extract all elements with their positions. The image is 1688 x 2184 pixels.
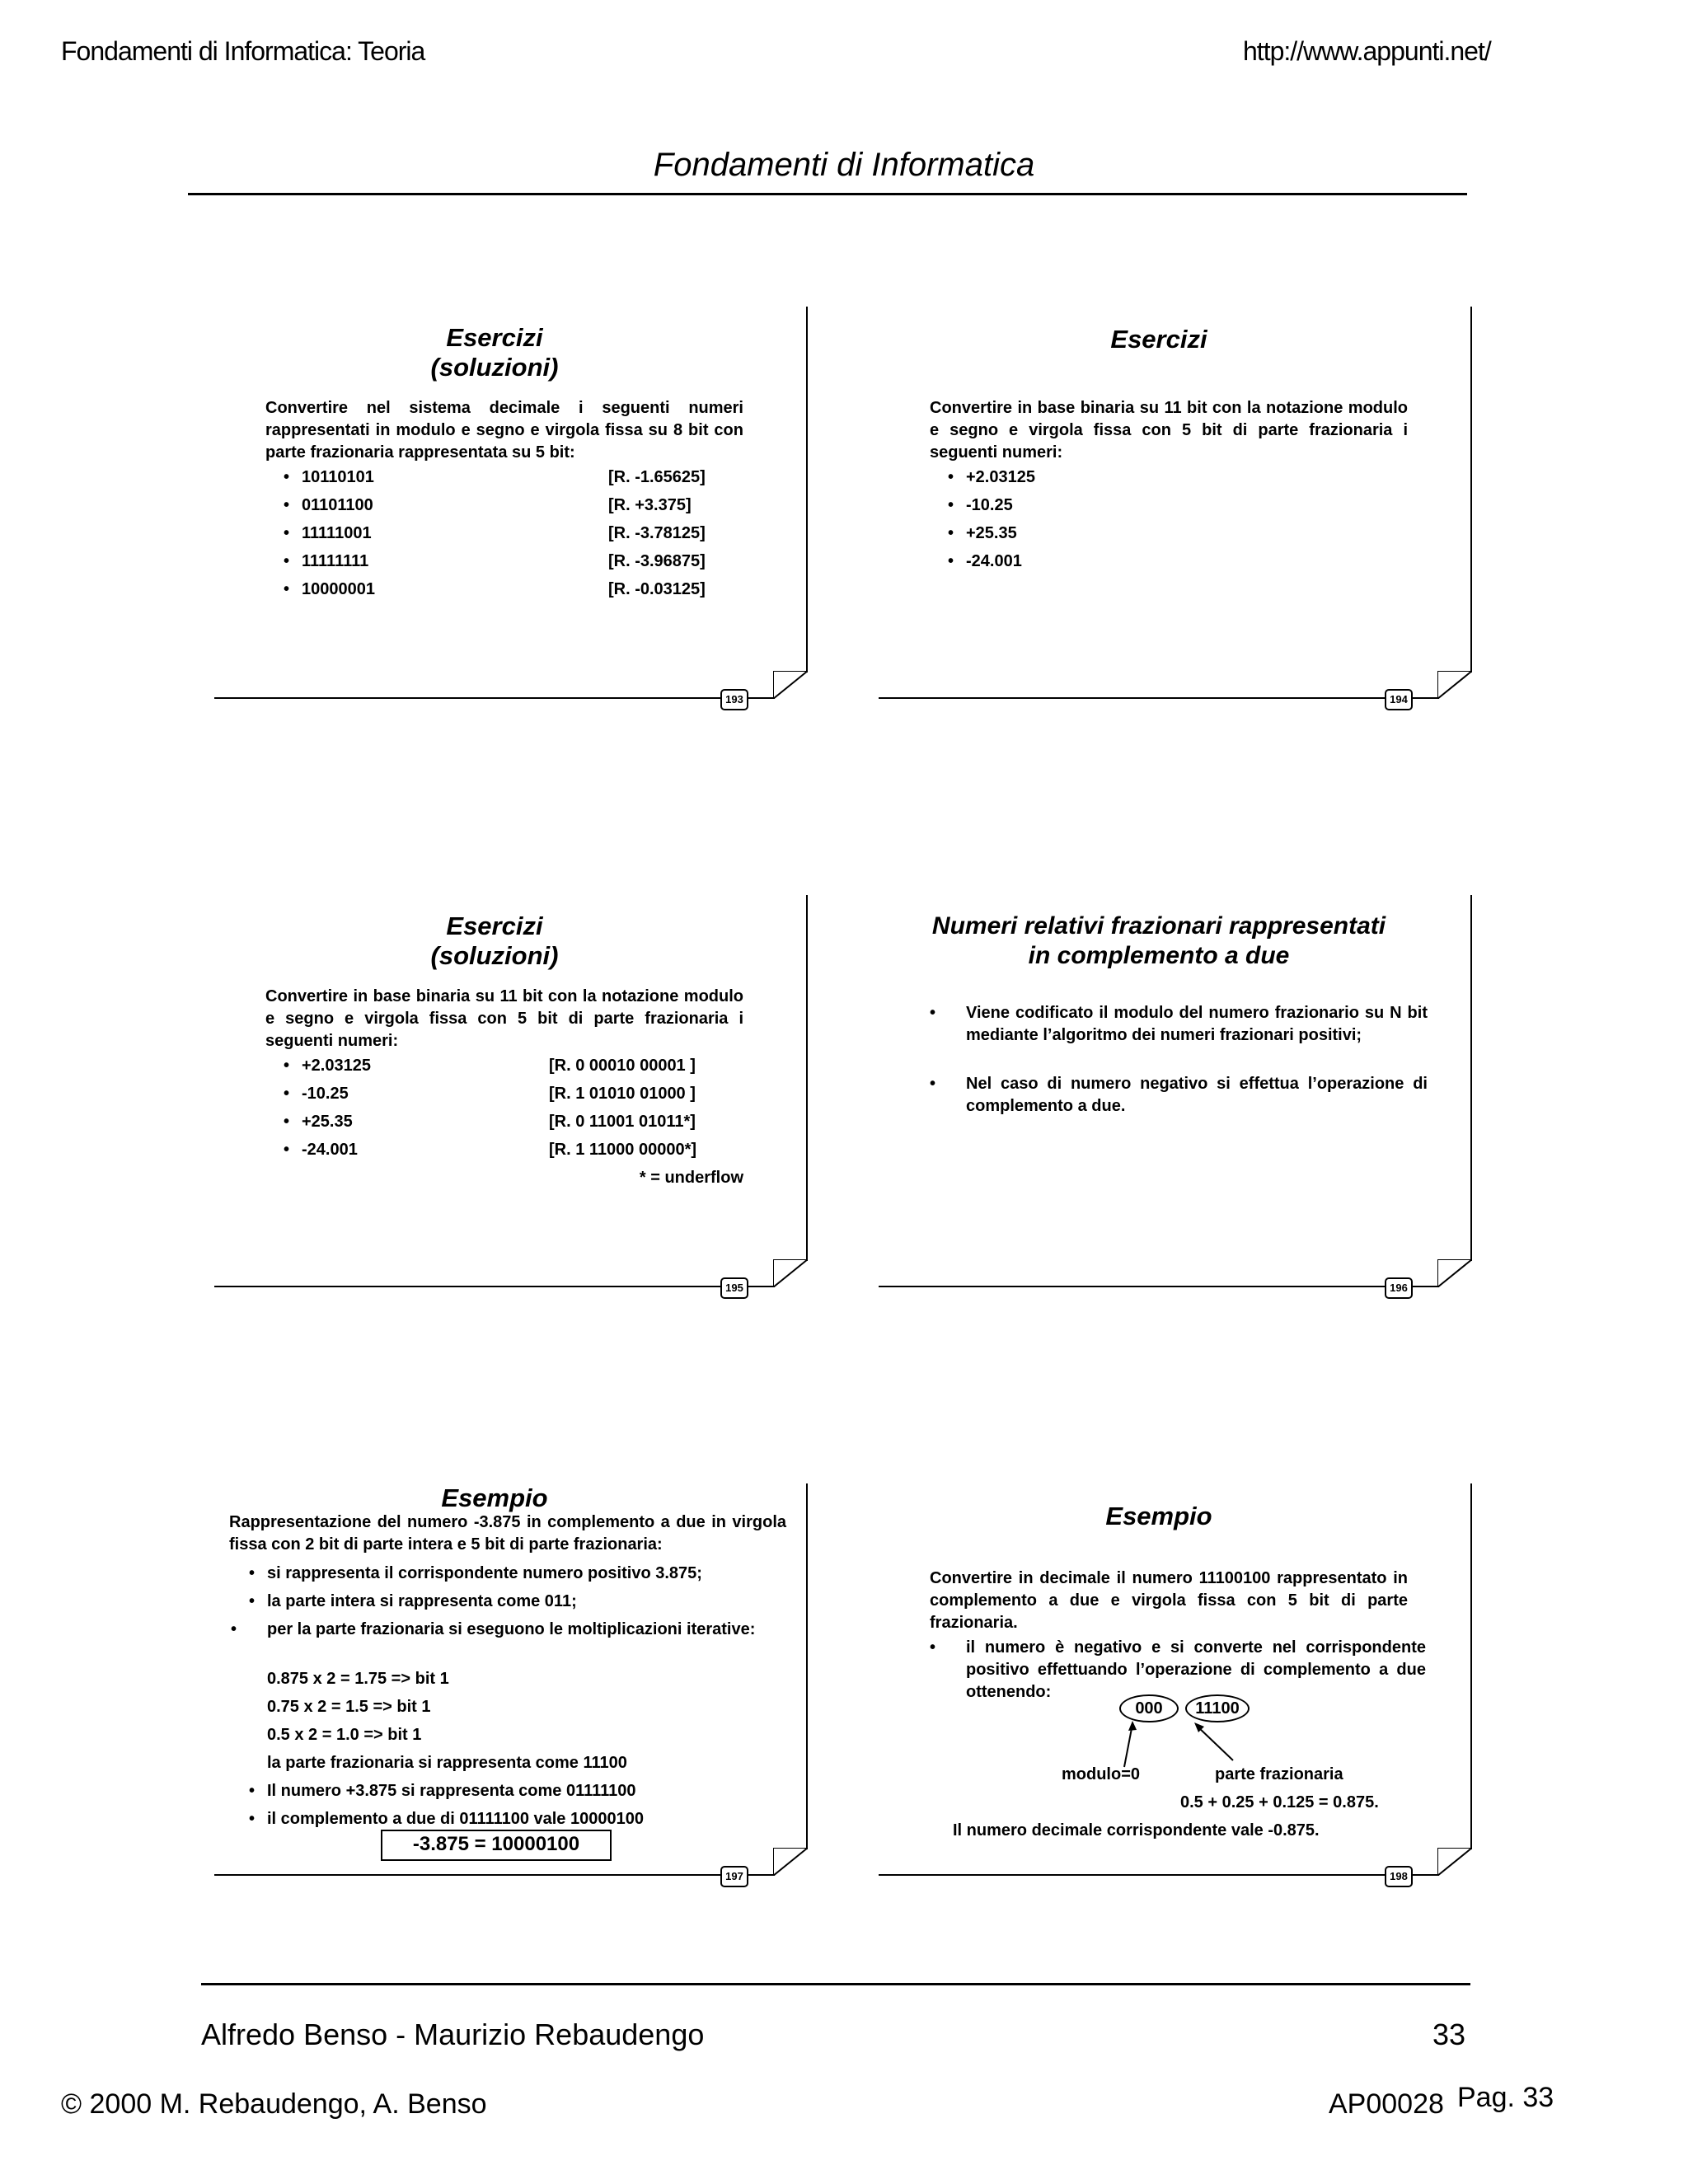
list-item: • -10.25: [284, 1085, 349, 1103]
list-item: • 01101100: [284, 496, 373, 514]
page-fold-icon: [1437, 671, 1472, 699]
list-item: • Il numero +3.875 si rappresenta come 01111100: [249, 1782, 636, 1800]
header-left-text: Fondamenti di Informatica: Teoria: [61, 36, 425, 66]
header-url-text: http://www.appunti.net/: [1243, 36, 1491, 66]
answer: [R. -0.03125]: [608, 580, 706, 598]
list-item: • +2.03125: [284, 1057, 371, 1075]
slide-intro: Convertire in base binaria su 11 bit con la notazione modulo e segno e virgola fissa con 5 bit di parte frazionaria i seguenti numeri:: [930, 399, 1408, 462]
slide-193: [214, 307, 808, 705]
slide-page-number: 198: [1385, 1866, 1413, 1887]
slide-border-bottom: [879, 1286, 1439, 1287]
list-item: • 10000001: [284, 580, 375, 598]
list-item: • si rappresenta il corrispondente numero positivo 3.875;: [249, 1564, 702, 1582]
slide-196: [879, 895, 1472, 1294]
slide-page-number: 193: [720, 689, 748, 710]
slide-border-right: [1470, 307, 1472, 673]
footer-pag: Pag. 33: [1457, 2082, 1554, 2113]
answer: [R. -3.78125]: [608, 524, 706, 542]
slide-border-right: [1470, 895, 1472, 1261]
footer-page-number: 33: [1432, 2018, 1466, 2051]
list-item: • 11111111: [284, 552, 369, 570]
slide-border-bottom: [214, 1874, 775, 1876]
step-line: 0.75 x 2 = 1.5 => bit 1: [267, 1698, 431, 1716]
footer-code: AP00028: [1329, 2088, 1444, 2120]
answer: [R. -3.96875]: [608, 552, 706, 570]
step-line: 0.875 x 2 = 1.75 => bit 1: [267, 1670, 449, 1688]
slide-title: Numeri relativi frazionari rappresentati in complemento a due: [931, 912, 1386, 969]
slide-border-bottom: [214, 1286, 775, 1287]
slide-border-right: [806, 895, 808, 1261]
answer: [R. +3.375]: [608, 496, 692, 514]
list-item: • il complemento a due di 01111100 vale 10000100: [249, 1810, 644, 1828]
page-fold-icon: [1437, 1848, 1472, 1876]
answer: [R. -1.65625]: [608, 468, 706, 486]
slide-intro: Convertire in decimale il numero 11100100 rappresentato in complemento a due e virgola fissa con 5 bit di parte frazionaria.: [930, 1569, 1408, 1632]
list-item: • -10.25: [948, 496, 1013, 514]
document-title: Fondamenti di Informatica: [653, 147, 1035, 183]
slide-194: [879, 307, 1472, 705]
slide-197: [214, 1483, 808, 1882]
page-fold-icon: [1437, 1259, 1472, 1287]
slide-title: Esercizi (soluzioni): [430, 912, 559, 970]
slide-title: Esercizi: [1110, 325, 1207, 354]
label-fraction: parte frazionaria: [1215, 1765, 1343, 1783]
answer: [R. 1 11000 00000*]: [549, 1141, 697, 1159]
oval-fraction: 11100: [1185, 1694, 1250, 1722]
slide-title: Esercizi (soluzioni): [430, 323, 559, 382]
sum-line: 0.5 + 0.25 + 0.125 = 0.875.: [1180, 1793, 1379, 1811]
list-item: • il numero è negativo e si converte nel corrispondente positivo effettuando l’operazione di complemento a due ottenendo:: [930, 1638, 1426, 1701]
slide-195: [214, 895, 808, 1294]
header-rule: [188, 193, 1467, 195]
label-modulo: modulo=0: [1062, 1765, 1141, 1783]
page-fold-icon: [773, 1848, 808, 1876]
slide-page-number: 196: [1385, 1277, 1413, 1299]
list-item: • Nel caso di numero negativo si effettua l’operazione di complemento a due.: [930, 1075, 1428, 1115]
answer: [R. 1 01010 01000 ]: [549, 1085, 696, 1103]
slide-page-number: 194: [1385, 689, 1413, 710]
answer: [R. 0 11001 01011*]: [549, 1113, 696, 1131]
slide-intro: Convertire nel sistema decimale i seguenti numeri rappresentati in modulo e segno e virgola fissa su 8 bit con parte frazionaria rappresentata su 5 bit:: [265, 399, 743, 462]
slide-intro: Rappresentazione del numero -3.875 in complemento a due in virgola fissa con 2 bit di parte intera e 5 bit di parte frazionaria:: [229, 1513, 786, 1554]
list-item: • 11111001: [284, 524, 372, 542]
slide-border-bottom: [879, 1874, 1439, 1876]
answer: [R. 0 00010 00001 ]: [549, 1057, 696, 1075]
slide-border-right: [806, 307, 808, 673]
list-item: • +25.35: [284, 1113, 353, 1131]
result-box: -3.875 = 10000100: [381, 1830, 612, 1861]
list-item: • +2.03125: [948, 468, 1035, 486]
list-item: • per la parte frazionaria si eseguono le moltiplicazioni iterative:: [231, 1620, 756, 1638]
slide-border-bottom: [214, 697, 775, 699]
slide-page-number: 197: [720, 1866, 748, 1887]
list-item: • +25.35: [948, 524, 1017, 542]
underflow-note: * = underflow: [639, 1169, 743, 1187]
slide-border-bottom: [879, 697, 1439, 699]
slide-border-right: [806, 1483, 808, 1849]
slide-intro: Convertire in base binaria su 11 bit con la notazione modulo e segno e virgola fissa con 5 bit di parte frazionaria i seguenti numeri:: [265, 987, 743, 1050]
list-item: • Viene codificato il modulo del numero frazionario su N bit mediante l’algoritmo dei numeri frazionari positivi;: [930, 1004, 1428, 1044]
slide-title: Esempio: [441, 1483, 548, 1512]
oval-modulo: 000: [1119, 1694, 1179, 1722]
conclusion-text: Il numero decimale corrispondente vale -0.875.: [953, 1821, 1320, 1840]
footer-rule: [201, 1983, 1470, 1985]
slide-title: Esempio: [1105, 1502, 1212, 1530]
step-line: la parte frazionaria si rappresenta come 11100: [267, 1754, 627, 1772]
step-line: 0.5 x 2 = 1.0 => bit 1: [267, 1726, 422, 1744]
page-fold-icon: [773, 671, 808, 699]
slide-page-number: 195: [720, 1277, 748, 1299]
footer-authors: Alfredo Benso - Maurizio Rebaudengo: [201, 2018, 705, 2051]
list-item: • 10110101: [284, 468, 374, 486]
slide-198: [879, 1483, 1472, 1882]
list-item: • -24.001: [948, 552, 1022, 570]
list-item: • la parte intera si rappresenta come 011;: [249, 1592, 577, 1610]
slide-border-right: [1470, 1483, 1472, 1849]
page-fold-icon: [773, 1259, 808, 1287]
list-item: • -24.001: [284, 1141, 358, 1159]
footer-copyright: © 2000 M. Rebaudengo, A. Benso: [61, 2088, 487, 2120]
